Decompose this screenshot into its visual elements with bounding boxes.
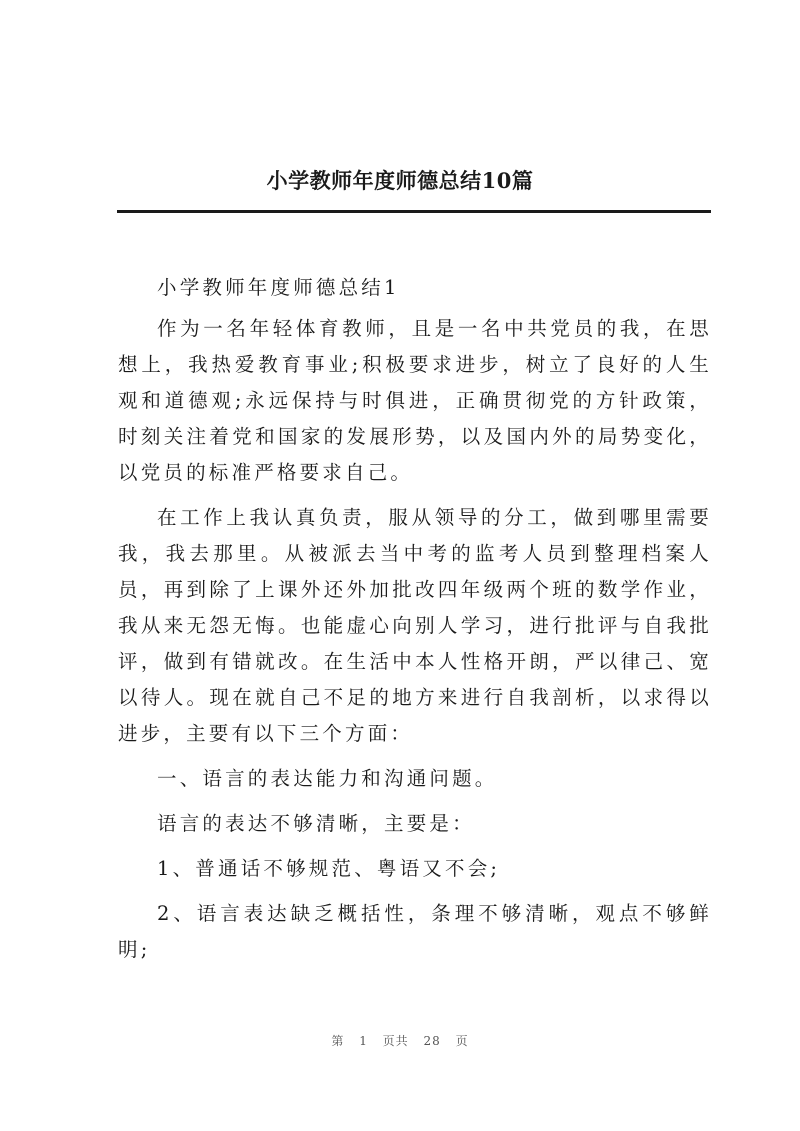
paragraph-6: 2、语言表达缺乏概括性，条理不够清晰，观点不够鲜明; <box>118 902 712 961</box>
footer-label-page: 第 <box>331 1034 345 1048</box>
paragraph-3: 一、语言的表达能力和沟通问题。 <box>157 767 498 790</box>
document-title: 小学教师年度师德总结10篇 <box>266 168 534 193</box>
paragraph-4: 语言的表达不够清晰，主要是： <box>157 812 475 835</box>
footer-current-page: 1 <box>359 1034 368 1048</box>
paragraph-2: 在工作上我认真负责，服从领导的分工，做到哪里需要我，我去那里。从被派去当中考的监考人员到整理档案人员，再到除了上课外还外加批改四年级两个班的数学作业，我从来无怨无悔。也能虚心向别人学习，进行批评与自我批评，做到有错就改。在生活中本人性格开朗，严以律己、宽以待人。现在就自己不足的地方来进行自我剖析，以求得以进步，主要有以下三个方面： <box>118 506 712 745</box>
page-footer <box>0 1032 800 1049</box>
paragraph-1: 作为一名年轻体育教师，且是一名中共党员的我，在思想上，我热爱教育事业;积极要求进步，树立了良好的人生观和道德观;永远保持与时俱进，正确贯彻党的方针政策，时刻关注着党和国家的发展形势，以及国内外的局势变化，以党员的标准严格要求自己。 <box>118 317 712 484</box>
title-divider <box>117 210 711 213</box>
paragraph-5: 1、普通话不够规范、粤语又不会; <box>157 857 501 880</box>
footer-label-pages: 页 <box>455 1034 469 1048</box>
footer-total-pages: 28 <box>423 1034 441 1048</box>
document-body <box>118 270 712 977</box>
footer-label-of: 页共 <box>382 1034 409 1048</box>
section-heading: 小学教师年度师德总结1 <box>157 276 400 299</box>
